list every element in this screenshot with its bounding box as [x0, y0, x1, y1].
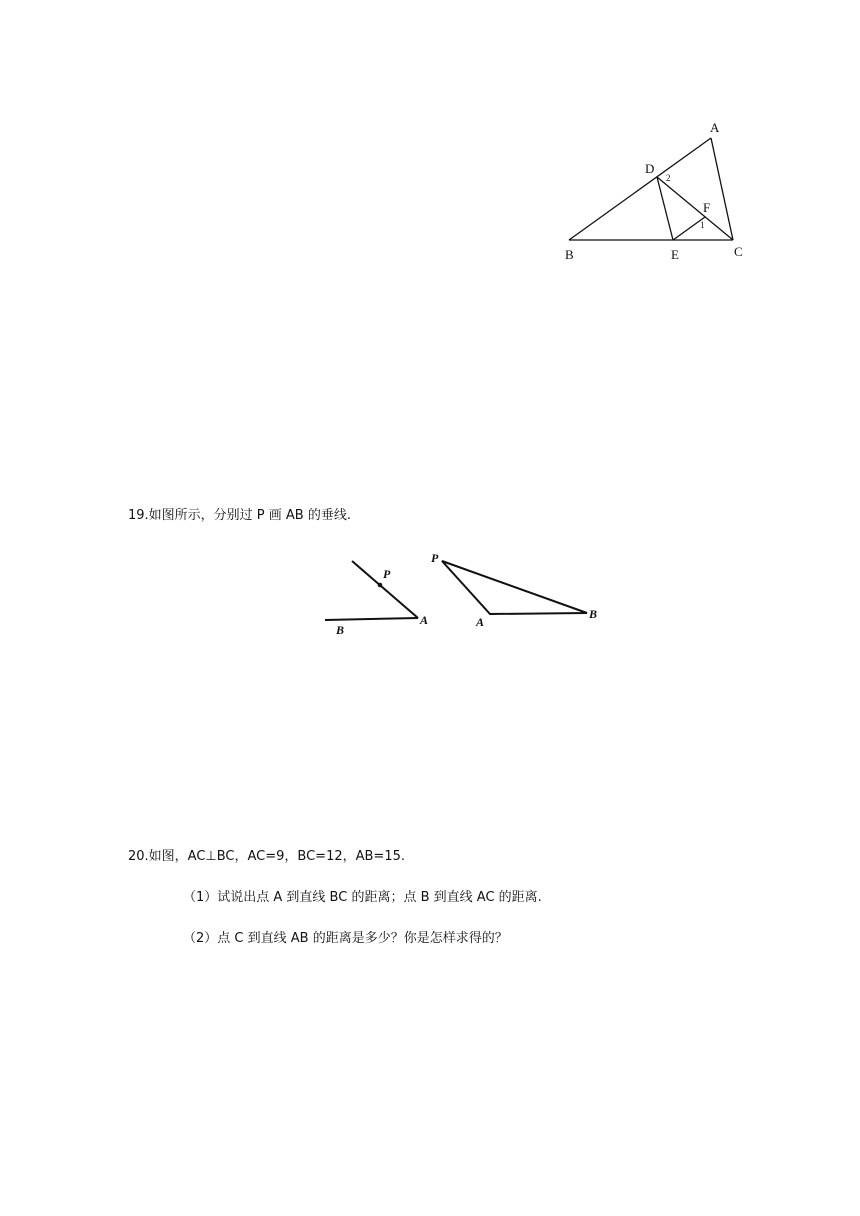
label-A: A — [420, 613, 429, 627]
q19-angle-figure — [318, 552, 438, 642]
label-B: B — [565, 247, 574, 262]
label-angle-1: 1 — [700, 220, 705, 230]
ray-AB — [325, 618, 418, 620]
question-20-part-2: （2）点 C 到直线 AB 的距离是多少？你是怎样求得的？ — [183, 931, 508, 946]
label-A: A — [476, 615, 485, 629]
triangle-PAB — [442, 561, 587, 614]
point-P — [378, 583, 383, 588]
question-20-text: 20.如图，AC⊥BC，AC=9，BC=12，AB=15. — [128, 849, 405, 864]
label-E: E — [671, 247, 679, 262]
segment-DE — [657, 177, 673, 240]
segment-BA — [569, 138, 711, 240]
triangle-figure-top — [560, 118, 760, 268]
label-F: F — [703, 200, 711, 215]
label-B: B — [336, 623, 345, 637]
label-B: B — [589, 607, 598, 621]
label-P: P — [431, 551, 439, 565]
q19-triangle-figure — [428, 546, 608, 630]
question-20-part-1: （1）试说出点 A 到直线 BC 的距离；点 B 到直线 AC 的距离. — [183, 890, 542, 905]
label-D: D — [645, 161, 655, 176]
label-A: A — [710, 120, 720, 135]
label-C: C — [734, 244, 743, 259]
label-angle-2: 2 — [666, 173, 671, 183]
label-P: P — [383, 567, 391, 581]
question-19-text: 19.如图所示，分别过 P 画 AB 的垂线. — [128, 508, 351, 523]
